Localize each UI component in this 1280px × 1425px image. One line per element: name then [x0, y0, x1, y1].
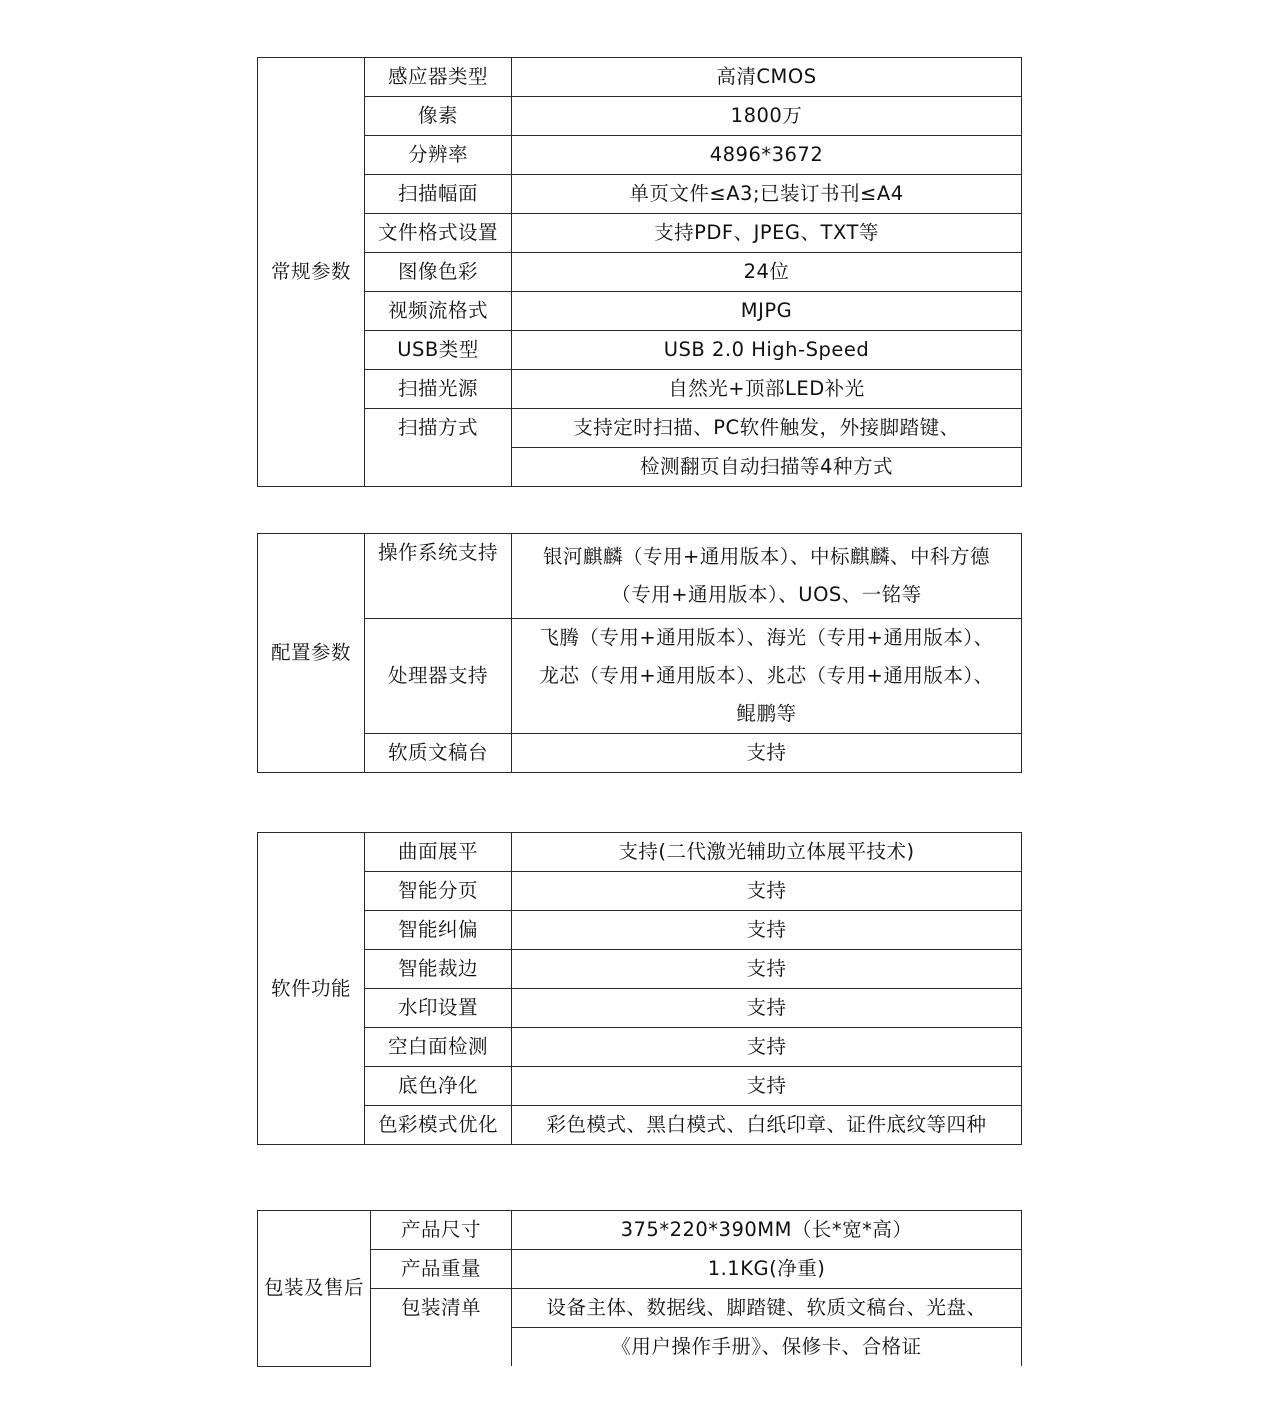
table-row: [258, 331, 1022, 370]
param-value: 高清CMOS: [512, 58, 1022, 97]
param-value-line: 设备主体、数据线、脚踏键、软质文稿台、光盘、: [512, 1289, 1022, 1328]
table-row: [258, 989, 1022, 1028]
param-value: [512, 619, 1022, 734]
param-label: 视频流格式: [365, 292, 512, 331]
table-row: [258, 214, 1022, 253]
table-row: [258, 58, 1022, 97]
table-row: [258, 1106, 1022, 1145]
table-row: [258, 253, 1022, 292]
param-label: 文件格式设置: [365, 214, 512, 253]
table-row: [258, 950, 1022, 989]
param-value: 支持: [512, 950, 1022, 989]
param-label: USB类型: [365, 331, 512, 370]
param-label: 色彩模式优化: [365, 1106, 512, 1145]
table-row: [258, 1067, 1022, 1106]
table-row: [258, 409, 1022, 448]
param-value: 单页文件≤A3;已装订书刊≤A4: [512, 175, 1022, 214]
category-cell: 包装及售后: [258, 1211, 371, 1367]
param-value: 支持: [512, 734, 1022, 773]
param-value-line: 《用户操作手册》、保修卡、合格证: [512, 1328, 1022, 1367]
table-row: [258, 175, 1022, 214]
param-label: 分辨率: [365, 136, 512, 175]
param-value: 1.1KG(净重): [512, 1250, 1022, 1289]
param-label: 水印设置: [365, 989, 512, 1028]
param-label: 扫描幅面: [365, 175, 512, 214]
param-value-line: 龙芯（专用+通用版本）、兆芯（专用+通用版本）、: [539, 664, 994, 687]
table-row: [258, 534, 1022, 619]
param-value-line: 鲲鹏等: [736, 702, 797, 725]
param-label: 产品尺寸: [371, 1211, 512, 1250]
param-value: 彩色模式、黑白模式、白纸印章、证件底纹等四种: [512, 1106, 1022, 1145]
table-row: [258, 97, 1022, 136]
param-label: 处理器支持: [365, 619, 512, 734]
config-params-table: [257, 533, 1022, 773]
param-label: 图像色彩: [365, 253, 512, 292]
param-value: 支持: [512, 911, 1022, 950]
param-value: 支持: [512, 1067, 1022, 1106]
category-cell: 软件功能: [258, 833, 365, 1145]
table-row: [258, 1211, 1022, 1250]
param-label: 底色净化: [365, 1067, 512, 1106]
general-params-table: [257, 57, 1022, 487]
param-value-line: 检测翻页自动扫描等4种方式: [512, 448, 1022, 487]
param-label: 扫描方式: [365, 409, 512, 487]
param-value: 支持PDF、JPEG、TXT等: [512, 214, 1022, 253]
table-row: [258, 911, 1022, 950]
packaging-aftersales-table: [257, 1210, 1022, 1367]
param-value: 支持(二代激光辅助立体展平技术): [512, 833, 1022, 872]
table-row: [258, 1289, 1022, 1328]
table-row: [258, 136, 1022, 175]
param-label: 产品重量: [371, 1250, 512, 1289]
param-value-line: 支持定时扫描、PC软件触发，外接脚踏键、: [512, 409, 1022, 448]
param-value-line: 银河麒麟（专用+通用版本）、中标麒麟、中科方德: [542, 545, 991, 568]
param-label: 扫描光源: [365, 370, 512, 409]
table-row: [258, 872, 1022, 911]
param-label: 智能分页: [365, 872, 512, 911]
category-cell: 配置参数: [258, 534, 365, 773]
param-label: 曲面展平: [365, 833, 512, 872]
category-cell: 常规参数: [258, 58, 365, 487]
table-row: [258, 619, 1022, 734]
param-label: 智能裁边: [365, 950, 512, 989]
param-value-line: 飞腾（专用+通用版本）、海光（专用+通用版本）、: [539, 626, 994, 649]
param-label: 感应器类型: [365, 58, 512, 97]
param-label: 空白面检测: [365, 1028, 512, 1067]
param-label: 智能纠偏: [365, 911, 512, 950]
table-row: [258, 734, 1022, 773]
param-label: 像素: [365, 97, 512, 136]
param-value: USB 2.0 High-Speed: [512, 331, 1022, 370]
table-row: [258, 1250, 1022, 1289]
param-value: 自然光+顶部LED补光: [512, 370, 1022, 409]
param-value: 支持: [512, 989, 1022, 1028]
param-value: 4896*3672: [512, 136, 1022, 175]
param-value: 375*220*390MM（长*宽*高）: [512, 1211, 1022, 1250]
param-label: 操作系统支持: [365, 534, 512, 619]
param-value: 24位: [512, 253, 1022, 292]
param-value-line: （专用+通用版本）、UOS、一铭等: [611, 583, 922, 606]
param-value: MJPG: [512, 292, 1022, 331]
table-row: [258, 833, 1022, 872]
table-row: [258, 292, 1022, 331]
param-value: 支持: [512, 1028, 1022, 1067]
param-value: [512, 534, 1022, 619]
table-row: [258, 1028, 1022, 1067]
param-value: 支持: [512, 872, 1022, 911]
param-label: 包装清单: [371, 1289, 512, 1367]
table-row: [258, 370, 1022, 409]
software-features-table: [257, 832, 1022, 1145]
param-label: 软质文稿台: [365, 734, 512, 773]
param-value: 1800万: [512, 97, 1022, 136]
